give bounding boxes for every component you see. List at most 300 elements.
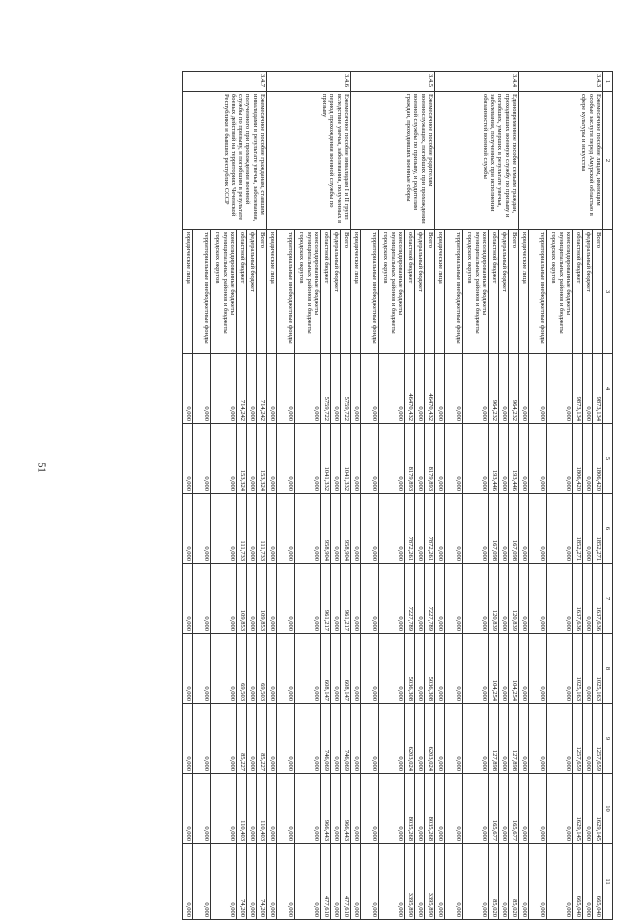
- header-cell: 7: [603, 564, 613, 634]
- amount-cell: 0,000: [445, 564, 463, 634]
- amount-cell: 0,000: [547, 704, 573, 774]
- amount-cell: 0,000: [379, 774, 405, 844]
- amount-cell: 746,069: [321, 704, 331, 774]
- header-cell: 11: [603, 844, 613, 920]
- amount-cell: 1629,145: [593, 774, 603, 844]
- amount-cell: 46470,432: [405, 354, 415, 424]
- amount-cell: 120,839: [509, 564, 519, 634]
- amount-cell: 0,000: [529, 354, 547, 424]
- amount-cell: 0,000: [267, 844, 277, 920]
- amount-cell: 104,254: [509, 634, 519, 704]
- amount-cell: 0,000: [331, 844, 341, 920]
- amount-cell: 0,000: [519, 634, 529, 704]
- amount-cell: 0,000: [463, 564, 489, 634]
- amount-cell: 111,733: [237, 494, 247, 564]
- amount-cell: 5036,308: [405, 634, 415, 704]
- funding-source: федеральный бюджет: [247, 230, 257, 354]
- amount-cell: 0,000: [415, 494, 425, 564]
- amount-cell: 167,098: [509, 494, 519, 564]
- amount-cell: 0,000: [267, 704, 277, 774]
- amount-cell: 0,000: [193, 704, 211, 774]
- amount-cell: 193,446: [509, 424, 519, 494]
- amount-cell: 5759,722: [341, 354, 351, 424]
- amount-cell: 0,000: [183, 704, 193, 774]
- header-cell: 2: [603, 92, 613, 230]
- amount-cell: 0,000: [247, 704, 257, 774]
- amount-cell: 0,000: [583, 494, 593, 564]
- funding-source: Всего: [509, 230, 519, 354]
- amount-cell: 0,000: [267, 424, 277, 494]
- section-code: 3.4.6: [267, 72, 351, 92]
- amount-cell: 0,000: [547, 844, 573, 920]
- amount-cell: 111,733: [257, 494, 267, 564]
- amount-cell: 1637,636: [573, 564, 583, 634]
- amount-cell: 1852,271: [573, 494, 583, 564]
- amount-cell: 0,000: [193, 354, 211, 424]
- amount-cell: 0,000: [295, 774, 321, 844]
- funding-source: федеральный бюджет: [415, 230, 425, 354]
- amount-cell: 9873,134: [573, 354, 583, 424]
- amount-cell: 1852,271: [593, 494, 603, 564]
- funding-source: областной бюджет: [321, 230, 331, 354]
- amount-cell: 0,000: [351, 844, 361, 920]
- amount-cell: 608,147: [321, 634, 331, 704]
- header-cell: 6: [603, 494, 613, 564]
- amount-cell: 665,040: [593, 844, 603, 920]
- table-row: [425, 72, 435, 920]
- amount-cell: 746,069: [341, 704, 351, 774]
- amount-cell: 7872,261: [425, 494, 435, 564]
- amount-cell: 966,443: [321, 774, 331, 844]
- amount-cell: 74,200: [237, 844, 247, 920]
- amount-cell: 46470,432: [425, 354, 435, 424]
- amount-cell: 6203,024: [405, 704, 415, 774]
- amount-cell: 0,000: [415, 774, 425, 844]
- amount-cell: 0,000: [547, 634, 573, 704]
- amount-cell: 0,000: [211, 424, 237, 494]
- amount-cell: 0,000: [583, 634, 593, 704]
- amount-cell: 0,000: [583, 354, 593, 424]
- amount-cell: 0,000: [351, 704, 361, 774]
- amount-cell: 6203,024: [425, 704, 435, 774]
- amount-cell: 0,000: [519, 424, 529, 494]
- table-row: [593, 72, 603, 920]
- header-cell: 5: [603, 424, 613, 494]
- amount-cell: 109,853: [257, 564, 267, 634]
- header-cell: 1: [603, 72, 613, 92]
- amount-cell: 0,000: [463, 774, 489, 844]
- amount-cell: 0,000: [415, 564, 425, 634]
- amount-cell: 1025,163: [573, 634, 583, 704]
- amount-cell: 0,000: [331, 424, 341, 494]
- amount-cell: 0,000: [331, 494, 341, 564]
- amount-cell: 0,000: [547, 494, 573, 564]
- section-title: Ежемесячное пособие гражданам, ставшим инвалидами в результате увечья, заболевания, полученного при прохождении военной службы по призыву, и погибшим в результате боевых действий на территориях Чеченской Республики и бывших республик СССР: [183, 92, 267, 230]
- amount-cell: 0,000: [463, 634, 489, 704]
- amount-cell: 0,000: [193, 774, 211, 844]
- section-code: 3.4.7: [183, 72, 267, 92]
- amount-cell: 0,000: [361, 424, 379, 494]
- amount-cell: 964,232: [489, 354, 499, 424]
- amount-cell: 0,000: [519, 704, 529, 774]
- amount-cell: 0,000: [331, 704, 341, 774]
- amount-cell: 0,000: [211, 844, 237, 920]
- amount-cell: 0,000: [379, 634, 405, 704]
- amount-cell: 0,000: [277, 354, 295, 424]
- amount-cell: 0,000: [351, 774, 361, 844]
- amount-cell: 0,000: [331, 774, 341, 844]
- amount-cell: 0,000: [211, 564, 237, 634]
- amount-cell: 110,403: [237, 774, 247, 844]
- amount-cell: 8179,893: [405, 424, 415, 494]
- amount-cell: 0,000: [415, 704, 425, 774]
- amount-cell: 0,000: [519, 354, 529, 424]
- amount-cell: 0,000: [193, 424, 211, 494]
- amount-cell: 0,000: [499, 634, 509, 704]
- amount-cell: 961,217: [341, 564, 351, 634]
- amount-cell: 0,000: [499, 424, 509, 494]
- amount-cell: 0,000: [435, 774, 445, 844]
- amount-cell: 0,000: [247, 844, 257, 920]
- amount-cell: 0,000: [435, 704, 445, 774]
- amount-cell: 0,000: [519, 494, 529, 564]
- amount-cell: 961,217: [321, 564, 331, 634]
- amount-cell: 3395,890: [405, 844, 415, 920]
- amount-cell: 0,000: [277, 634, 295, 704]
- amount-cell: 0,000: [295, 494, 321, 564]
- amount-cell: 0,000: [193, 494, 211, 564]
- amount-cell: 0,000: [351, 354, 361, 424]
- amount-cell: 0,000: [211, 494, 237, 564]
- amount-cell: 0,000: [277, 774, 295, 844]
- funding-source: областной бюджет: [573, 230, 583, 354]
- funding-source: Всего: [593, 230, 603, 354]
- rotated-table-area: [75, 71, 613, 917]
- amount-cell: 0,000: [193, 564, 211, 634]
- amount-cell: 104,254: [489, 634, 499, 704]
- amount-cell: 608,147: [341, 634, 351, 704]
- amount-cell: 0,000: [361, 634, 379, 704]
- header-row: [603, 72, 613, 920]
- amount-cell: 0,000: [331, 564, 341, 634]
- amount-cell: 0,000: [379, 354, 405, 424]
- amount-cell: 477,610: [341, 844, 351, 920]
- amount-cell: 8035,268: [425, 774, 435, 844]
- amount-cell: 0,000: [361, 774, 379, 844]
- amount-cell: 0,000: [463, 494, 489, 564]
- funding-source: юридические лица: [519, 230, 529, 354]
- amount-cell: 0,000: [295, 844, 321, 920]
- amount-cell: 109,853: [237, 564, 247, 634]
- section-title: Ежемесячное пособие родителям военнослужащих, погибших при прохождении военной службы по призыву, и родителям граждан, проходивших военные сборы: [351, 92, 435, 230]
- amount-cell: 0,000: [183, 424, 193, 494]
- funding-source: областной бюджет: [237, 230, 247, 354]
- amount-cell: 0,000: [547, 774, 573, 844]
- amount-cell: 5036,308: [425, 634, 435, 704]
- amount-cell: 0,000: [445, 634, 463, 704]
- amount-cell: 110,403: [257, 774, 267, 844]
- amount-cell: 3395,890: [425, 844, 435, 920]
- amount-cell: 127,898: [489, 704, 499, 774]
- amount-cell: 1025,163: [593, 634, 603, 704]
- amount-cell: 0,000: [379, 564, 405, 634]
- amount-cell: 0,000: [435, 354, 445, 424]
- amount-cell: 966,443: [341, 774, 351, 844]
- amount-cell: 0,000: [435, 494, 445, 564]
- funding-source: федеральный бюджет: [331, 230, 341, 354]
- amount-cell: 0,000: [361, 494, 379, 564]
- funding-source: территориальные внебюджетные фонды: [529, 230, 547, 354]
- amount-cell: 964,232: [509, 354, 519, 424]
- amount-cell: 8035,268: [405, 774, 415, 844]
- table-row: [257, 72, 267, 920]
- amount-cell: 0,000: [529, 774, 547, 844]
- amount-cell: 7872,261: [405, 494, 415, 564]
- funding-source: областной бюджет: [489, 230, 499, 354]
- amount-cell: 0,000: [295, 704, 321, 774]
- amount-cell: 0,000: [361, 564, 379, 634]
- amount-cell: 0,000: [211, 704, 237, 774]
- funding-source: консолидированные бюджеты муниципальных районов и бюджеты городских округов: [295, 230, 321, 354]
- funding-source: Всего: [257, 230, 267, 354]
- amount-cell: 0,000: [415, 844, 425, 920]
- amount-cell: 714,242: [237, 354, 247, 424]
- amount-cell: 85,227: [237, 704, 247, 774]
- funding-source: территориальные внебюджетные фонды: [193, 230, 211, 354]
- amount-cell: 0,000: [499, 704, 509, 774]
- amount-cell: 5759,722: [321, 354, 331, 424]
- amount-cell: 0,000: [529, 704, 547, 774]
- amount-cell: 0,000: [463, 844, 489, 920]
- amount-cell: 0,000: [211, 774, 237, 844]
- amount-cell: 0,000: [247, 354, 257, 424]
- amount-cell: 1806,420: [573, 424, 583, 494]
- funding-source: территориальные внебюджетные фонды: [277, 230, 295, 354]
- amount-cell: 0,000: [583, 564, 593, 634]
- amount-cell: 0,000: [267, 354, 277, 424]
- amount-cell: 0,000: [351, 424, 361, 494]
- funding-source: юридические лица: [267, 230, 277, 354]
- amount-cell: 0,000: [547, 424, 573, 494]
- amount-cell: 85,020: [489, 844, 499, 920]
- amount-cell: 0,000: [583, 844, 593, 920]
- funding-source: территориальные внебюджетные фонды: [445, 230, 463, 354]
- amount-cell: 85,020: [509, 844, 519, 920]
- amount-cell: 0,000: [361, 354, 379, 424]
- amount-cell: 0,000: [547, 564, 573, 634]
- amount-cell: 0,000: [445, 354, 463, 424]
- amount-cell: 0,000: [211, 354, 237, 424]
- amount-cell: 0,000: [415, 634, 425, 704]
- table-row: [509, 72, 519, 920]
- amount-cell: 477,610: [321, 844, 331, 920]
- amount-cell: 0,000: [193, 634, 211, 704]
- table-row: [341, 72, 351, 920]
- amount-cell: 167,098: [489, 494, 499, 564]
- funding-source: федеральный бюджет: [499, 230, 509, 354]
- amount-cell: 0,000: [183, 564, 193, 634]
- funding-source: федеральный бюджет: [583, 230, 593, 354]
- amount-cell: 0,000: [183, 634, 193, 704]
- amount-cell: 69,503: [257, 634, 267, 704]
- section-title: Ежемесячное пособие лицам, имеющим особые заслуги перед Амурской областью в сфере культуры и искусства: [519, 92, 603, 230]
- page-number: 51: [35, 462, 47, 473]
- amount-cell: 0,000: [583, 704, 593, 774]
- amount-cell: 8179,893: [425, 424, 435, 494]
- amount-cell: 714,242: [257, 354, 267, 424]
- amount-cell: 0,000: [463, 704, 489, 774]
- funding-source: юридические лица: [435, 230, 445, 354]
- amount-cell: 0,000: [351, 494, 361, 564]
- amount-cell: 0,000: [583, 424, 593, 494]
- funding-source: юридические лица: [183, 230, 193, 354]
- header-cell: 4: [603, 354, 613, 424]
- amount-cell: 0,000: [277, 844, 295, 920]
- amount-cell: 0,000: [247, 564, 257, 634]
- amount-cell: 0,000: [499, 494, 509, 564]
- amount-cell: 0,000: [247, 634, 257, 704]
- funding-source: консолидированные бюджеты муниципальных районов и бюджеты городских округов: [463, 230, 489, 354]
- amount-cell: 0,000: [295, 634, 321, 704]
- amount-cell: 0,000: [379, 424, 405, 494]
- amount-cell: 0,000: [529, 634, 547, 704]
- amount-cell: 0,000: [529, 564, 547, 634]
- amount-cell: 0,000: [435, 844, 445, 920]
- amount-cell: 0,000: [499, 844, 509, 920]
- amount-cell: 0,000: [547, 354, 573, 424]
- header-cell: 3: [603, 230, 613, 354]
- funding-source: Всего: [425, 230, 435, 354]
- amount-cell: 0,000: [529, 494, 547, 564]
- amount-cell: 0,000: [267, 494, 277, 564]
- amount-cell: 120,839: [489, 564, 499, 634]
- amount-cell: 0,000: [295, 564, 321, 634]
- funding-source: юридические лица: [351, 230, 361, 354]
- amount-cell: 0,000: [435, 564, 445, 634]
- funding-source: территориальные внебюджетные фонды: [361, 230, 379, 354]
- amount-cell: 0,000: [519, 774, 529, 844]
- amount-cell: 0,000: [379, 494, 405, 564]
- amount-cell: 0,000: [415, 354, 425, 424]
- amount-cell: 0,000: [499, 774, 509, 844]
- amount-cell: 127,898: [509, 704, 519, 774]
- amount-cell: 1041,332: [321, 424, 331, 494]
- amount-cell: 0,000: [463, 424, 489, 494]
- amount-cell: 0,000: [499, 564, 509, 634]
- amount-cell: 0,000: [183, 774, 193, 844]
- amount-cell: 665,040: [573, 844, 583, 920]
- amount-cell: 85,227: [257, 704, 267, 774]
- amount-cell: 193,446: [489, 424, 499, 494]
- header-cell: 9: [603, 704, 613, 774]
- amount-cell: 0,000: [415, 424, 425, 494]
- amount-cell: 165,677: [509, 774, 519, 844]
- section-code: 3.4.4: [435, 72, 519, 92]
- amount-cell: 1257,659: [593, 704, 603, 774]
- amount-cell: 0,000: [211, 634, 237, 704]
- header-cell: 10: [603, 774, 613, 844]
- amount-cell: 1041,332: [341, 424, 351, 494]
- amount-cell: 0,000: [183, 354, 193, 424]
- amount-cell: 0,000: [267, 774, 277, 844]
- amount-cell: 0,000: [529, 424, 547, 494]
- amount-cell: 958,904: [341, 494, 351, 564]
- amount-cell: 0,000: [445, 494, 463, 564]
- amount-cell: 0,000: [183, 844, 193, 920]
- amount-cell: 9873,134: [593, 354, 603, 424]
- amount-cell: 0,000: [183, 494, 193, 564]
- amount-cell: 0,000: [351, 634, 361, 704]
- amount-cell: 1806,420: [593, 424, 603, 494]
- funding-source: Всего: [341, 230, 351, 354]
- amount-cell: 0,000: [435, 634, 445, 704]
- budget-table: [182, 71, 613, 920]
- amount-cell: 0,000: [277, 424, 295, 494]
- amount-cell: 1257,659: [573, 704, 583, 774]
- amount-cell: 0,000: [435, 424, 445, 494]
- amount-cell: 0,000: [379, 844, 405, 920]
- amount-cell: 0,000: [331, 354, 341, 424]
- amount-cell: 0,000: [247, 424, 257, 494]
- amount-cell: 0,000: [529, 844, 547, 920]
- funding-source: консолидированные бюджеты муниципальных районов и бюджеты городских округов: [547, 230, 573, 354]
- amount-cell: 0,000: [277, 494, 295, 564]
- amount-cell: 0,000: [193, 844, 211, 920]
- amount-cell: 69,503: [237, 634, 247, 704]
- amount-cell: 0,000: [361, 704, 379, 774]
- amount-cell: 0,000: [295, 424, 321, 494]
- funding-source: консолидированные бюджеты муниципальных районов и бюджеты городских округов: [211, 230, 237, 354]
- amount-cell: 0,000: [331, 634, 341, 704]
- section-title: Ежемесячное пособие инвалидам I и II групп вследствие увечья, заболевания, полученных в период прохождения военной службы по призыву: [267, 92, 351, 230]
- amount-cell: 165,677: [489, 774, 499, 844]
- section-code: 3.4.3: [519, 72, 603, 92]
- funding-source: консолидированные бюджеты муниципальных районов и бюджеты городских округов: [379, 230, 405, 354]
- amount-cell: 0,000: [295, 354, 321, 424]
- amount-cell: 153,324: [237, 424, 247, 494]
- amount-cell: 0,000: [445, 774, 463, 844]
- amount-cell: 1629,145: [573, 774, 583, 844]
- amount-cell: 0,000: [463, 354, 489, 424]
- amount-cell: 0,000: [351, 564, 361, 634]
- amount-cell: 153,324: [257, 424, 267, 494]
- amount-cell: 0,000: [267, 634, 277, 704]
- section-title: Единовременное пособие семьям граждан, проходивших военную службу по призыву и погибших, умерших в результате увечья, заболевания, полученных при исполнении обязанностей военной службы: [435, 92, 519, 230]
- amount-cell: 0,000: [379, 704, 405, 774]
- amount-cell: 74,200: [257, 844, 267, 920]
- amount-cell: 0,000: [499, 354, 509, 424]
- amount-cell: 0,000: [445, 844, 463, 920]
- header-cell: 8: [603, 634, 613, 704]
- amount-cell: 0,000: [519, 564, 529, 634]
- amount-cell: 0,000: [267, 564, 277, 634]
- amount-cell: 0,000: [445, 704, 463, 774]
- amount-cell: 0,000: [445, 424, 463, 494]
- amount-cell: 0,000: [361, 844, 379, 920]
- amount-cell: 0,000: [247, 774, 257, 844]
- amount-cell: 0,000: [247, 494, 257, 564]
- amount-cell: 0,000: [583, 774, 593, 844]
- amount-cell: 0,000: [277, 704, 295, 774]
- amount-cell: 0,000: [277, 564, 295, 634]
- section-code: 3.4.5: [351, 72, 435, 92]
- amount-cell: 7227,789: [425, 564, 435, 634]
- amount-cell: 958,904: [321, 494, 331, 564]
- amount-cell: 7227,789: [405, 564, 415, 634]
- amount-cell: 1637,636: [593, 564, 603, 634]
- amount-cell: 0,000: [519, 844, 529, 920]
- funding-source: областной бюджет: [405, 230, 415, 354]
